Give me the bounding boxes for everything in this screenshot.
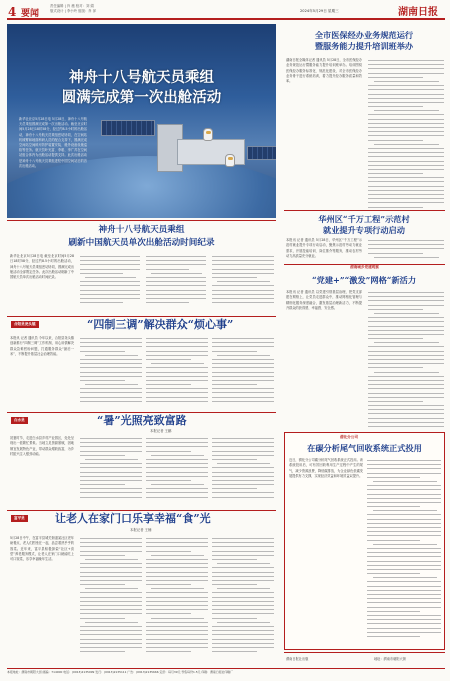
section-3-body: 5月28日中午，在富平县城关街道某社区老年助餐点，老人们围坐在一起，品尝着热乎乎的饭菜。近年来，富平县积极探索“社区+食堂”养老服务模式，让老人在家门口就能吃上可口饭菜，乐享幸福晚年生活。: [10, 536, 74, 562]
section-1-label: 合阳县尧头镇: [11, 321, 39, 328]
text-column: [212, 438, 274, 506]
text-column: [368, 240, 444, 262]
astronaut-graphic: [203, 128, 213, 141]
right-story-3-tag: 渭南城乡党建观察: [350, 265, 379, 269]
right-story-3-body: 本报讯 记者 通讯员 以党建引领基层治理，把党支部建在网格上，让党员走进群众中，推动网格化管理与精细化服务深度融合，激发基层治理新活力，不断提升群众的获得感、幸福感、安全感。: [286, 290, 362, 310]
section-3-label: 富平县: [11, 515, 28, 522]
text-column: [212, 338, 274, 408]
text-column: [80, 338, 142, 408]
publisher-right: 地址：渭南市朝阳大街: [374, 657, 406, 661]
page-footer: 本报地址：渭南市朝阳大街 邮编：714000 电话：(0913)2135999 发行：(0913)2135111 广告：(0913)2135666 定价：每月39元 零售每份1.5元 印刷：渭南日报社印刷厂: [7, 668, 445, 674]
boxed-article-label: 渭化分公司: [340, 435, 358, 439]
right-story-1-body: 湖南日报全媒体记者 通讯员 5月28日，全市医保经办业务规范运行暨服务能力提升培训班举办。培训围绕医保经办服务标准化、规范化建设，对全市医保经办业务骨干进行系统培训，着力提升经办服务质量和效率。: [286, 58, 362, 84]
newspaper-brand: 湖南日报: [398, 7, 438, 18]
divider: [284, 210, 445, 211]
section-3-title: 让老人在家门口乐享幸福“食”光: [55, 512, 211, 525]
text-column: [80, 256, 140, 312]
divider: [7, 220, 276, 221]
boxed-article-body: 近日，渭化分公司碳分析尾气回收系统正式投用。该系统投用后，可有效回收利用生产过程中产生的尾气，减少资源浪费，降低碳排放，为企业绿色低碳发展提供有力支撑，实现经济效益和环境效益双提升。: [289, 458, 363, 478]
section-2-body: 初夏时节，走进白水县乡村产业园区，处处呈现出一派繁忙景象。当地立足资源禀赋，因地制宜发展特色产业，带动群众增收致富，为乡村振兴注入强劲动能。: [10, 436, 74, 456]
section-3-author: 本报记者 王楠: [130, 528, 152, 532]
middle-story-title: 神舟十八号航天员乘组 刷新中国航天员单次出舱活动时间纪录: [68, 225, 215, 248]
top-story-intro: 新华社北京5月28日电 5月28日，神舟十八号航天员乘组圆满完成第一次出舱活动。截至北京时间5月28日18时58分，经过约8.5小时的出舱活动，神舟十八号航天员乘组密切协同，在空间站机械臂和地面科研人员的配合支持下，圆满完成空间站空间碎片防护装置安装、舱外设备设施巡检等任务。航天员叶光富、李聪、李广苏在空间站组合体内为出舱活动提供支持。此次出舱活动是神舟十八号航天员乘组进驻中国空间站后的首次出舱活动。: [19, 117, 87, 168]
text-column: [146, 256, 206, 312]
section-1-title: “四制三调”解决群众“烦心事”: [87, 318, 234, 331]
publisher-box: [284, 652, 445, 665]
middle-story-body: 新华社北京5月28日电 截至北京时间5月28日18时58分，经过约8.5小时的出舱活动，神舟十八号航天员乘组密切协同，圆满完成出舱活动全部既定任务。此次出舱活动刷新了中国航天员单次出舱活动时间纪录。: [10, 254, 74, 280]
issue-date: 2024年5月29日 星期三: [300, 9, 339, 13]
section-1-banner: [7, 316, 276, 330]
text-column: [146, 538, 208, 662]
text-column: [146, 438, 208, 506]
page-number: 4: [8, 5, 17, 19]
text-column: [146, 338, 208, 408]
text-column: [367, 460, 441, 646]
top-story-title: 神舟十八号航天员乘组 圆满完成第一次出舱活动: [61, 69, 222, 106]
text-column: [80, 438, 142, 506]
section-2-title: “暑”光照亮致富路: [97, 414, 187, 427]
astronaut-graphic: [225, 154, 235, 167]
text-column: [368, 60, 444, 208]
right-story-1-title: 全市医保经办业务规范运行 暨服务能力提升培训班举办: [314, 30, 414, 51]
right-story-2-body: 本报讯 记者 通讯员 5月28日，华州区“千万工程”示范村就业提升专项行动启动，聚焦示范村劳动力就业需求，开展技能培训、岗位推介等服务，推动农村劳动力高质量充分就业。: [286, 238, 362, 258]
editor-info: 责任编辑 | 肖 薇 校对：刘 娟 版式设计 | 李小玲 组版：肖 萍: [50, 4, 97, 13]
right-story-2-title: 华州区“千万工程”示范村 就业提升专项行动启动: [318, 214, 410, 235]
section-1-body: 本报讯 记者 通讯员 今年以来，合阳县尧头镇创新推行“四制三调”工作机制，用心用情解决群众急难愁盼问题，打通服务群众“最后一米”，不断提升基层社会治理效能。: [10, 336, 74, 356]
text-column: [212, 538, 274, 662]
solar-panel-graphic: [101, 120, 155, 136]
section-2-label: 白水县: [11, 417, 28, 424]
text-column: [212, 256, 274, 312]
text-column: [80, 538, 142, 662]
text-column: [368, 292, 444, 428]
page-section-name: 要闻: [21, 9, 40, 19]
publisher-left: 渭南日报社出版: [286, 657, 309, 661]
section-2-banner: [7, 412, 276, 426]
section-2-author: 本报记者 王鹏: [150, 429, 172, 433]
right-story-3-title: “党建+”“激发”网格“新活力: [311, 275, 417, 285]
section-3-banner: [7, 510, 276, 524]
solar-panel-graphic: [247, 146, 276, 160]
right-story-3-box: [284, 264, 445, 270]
top-story-photo: [7, 24, 276, 218]
boxed-article-title: 在碳分析尾气回收系统正式投用: [307, 443, 422, 453]
